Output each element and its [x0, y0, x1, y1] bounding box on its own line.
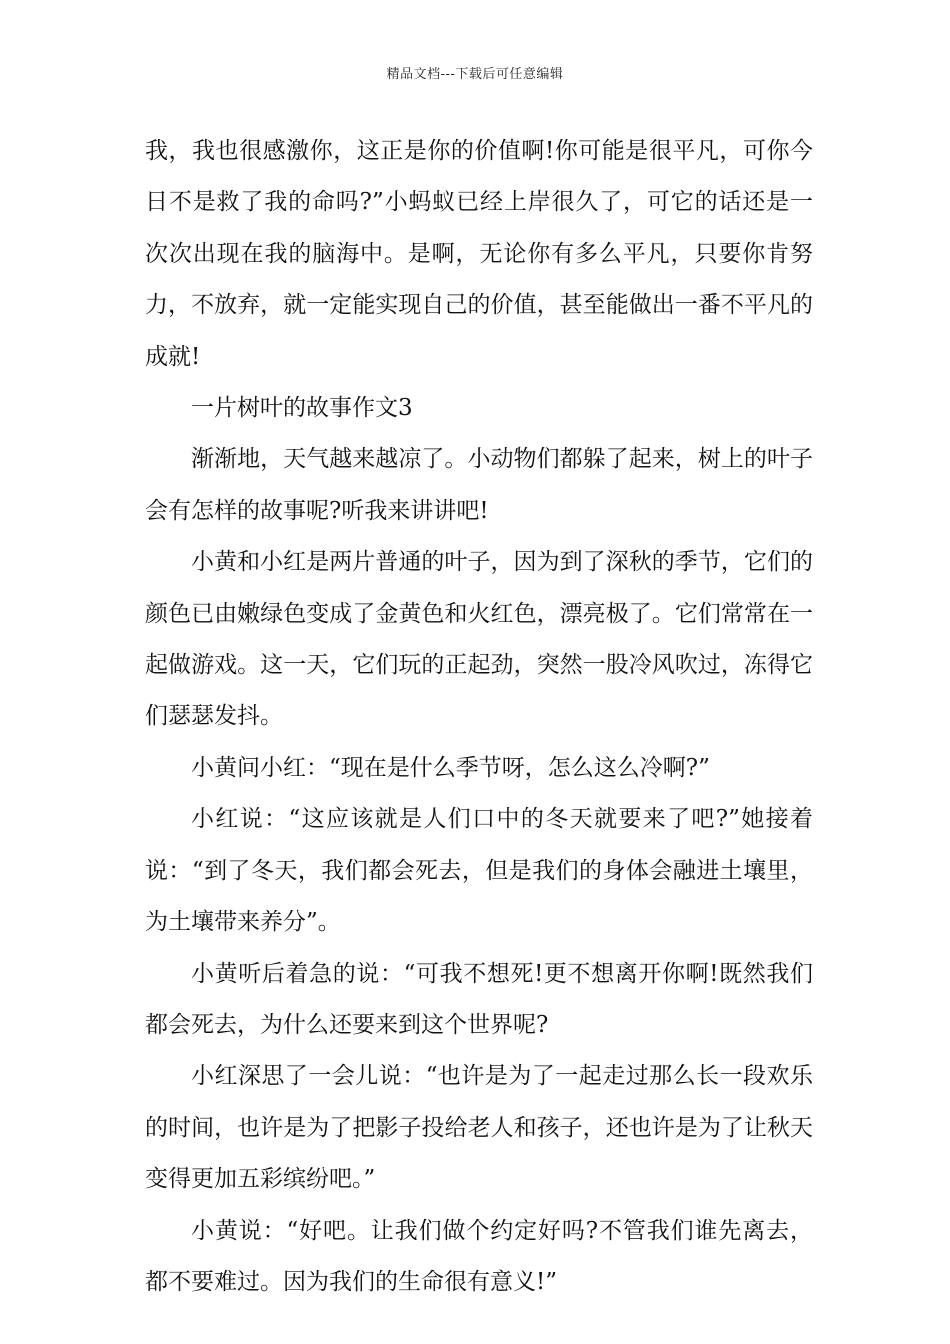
- paragraph: 小黄问小红：“现在是什么季节呀，怎么这么冷啊?”: [191, 754, 710, 781]
- paragraph-continuation: 我，我也很感激你，这正是你的价值啊!你可能是很平凡，可你今日不是救了我的命吗?”小蚂蚁已经上岸很久了，可它的话还是一次次出现在我的脑海中。是啊，无论你有多么平凡，只要你肯努力，不放弃，就一定能实现自己的价值，甚至能做出一番不平凡的成就!: [145, 138, 813, 370]
- section-heading: 一片树叶的故事作文3: [191, 395, 413, 422]
- page-header: 精品文档---下载后可任意编辑: [386, 67, 564, 82]
- paragraph: 小红说：“这应该就是人们口中的冬天就要来了吧?”她接着说：“到了冬天，我们都会死去，但是我们的身体会融进土壤里，为土壤带来养分”。: [145, 806, 813, 936]
- paragraph: 小黄说：“好吧。让我们做个约定好吗?不管我们谁先离去，都不要难过。因为我们的生命很有意义!”: [145, 1217, 813, 1295]
- paragraph: 渐渐地，天气越来越凉了。小动物们都躲了起来，树上的叶子会有怎样的故事呢?听我来讲讲吧!: [145, 446, 813, 524]
- paragraph: 小黄和小红是两片普通的叶子，因为到了深秋的季节，它们的颜色已由嫩绿色变成了金黄色和火红色，漂亮极了。它们常常在一起做游戏。这一天，它们玩的正起劲，突然一股冷风吹过，冻得它们瑟瑟发抖。: [145, 549, 813, 730]
- paragraph: 小红深思了一会儿说：“也许是为了一起走过那么长一段欢乐的时间，也许是为了把影子投给老人和孩子，还也许是为了让秋天变得更加五彩缤纷吧。”: [145, 1063, 813, 1193]
- document-body: [145, 126, 813, 1308]
- paragraph: 小黄听后着急的说：“可我不想死!更不想离开你啊!既然我们都会死去，为什么还要来到这个世界呢?: [145, 960, 813, 1038]
